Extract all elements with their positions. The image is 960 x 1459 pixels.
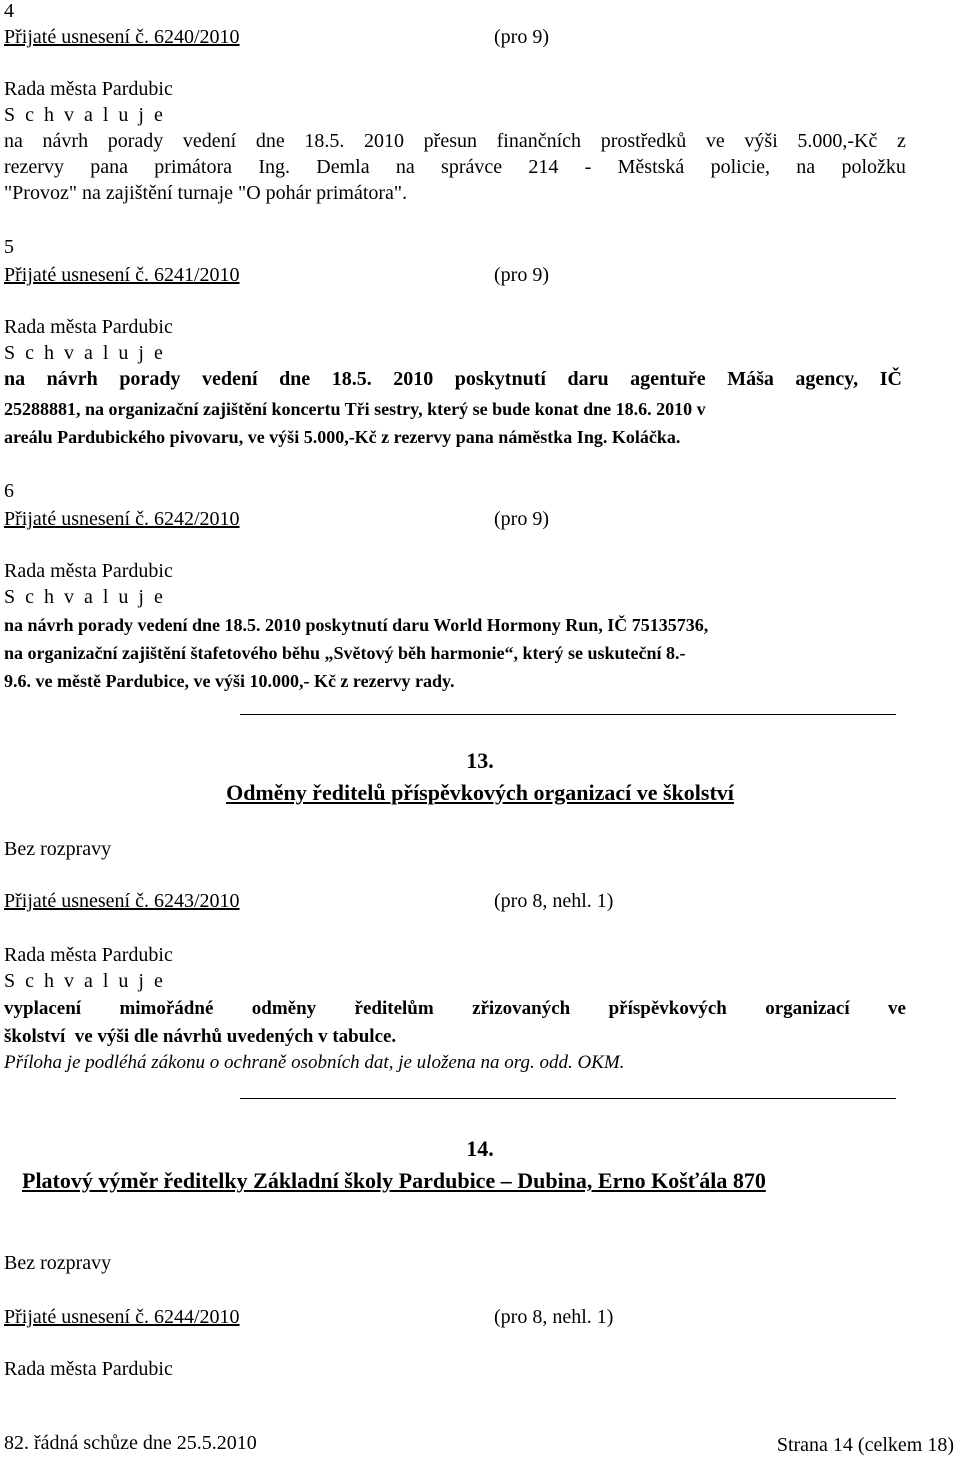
council-name: Rada města Pardubic bbox=[4, 944, 173, 966]
footer-page-number: Strana 14 (celkem 18) bbox=[776, 1434, 954, 1456]
item-number: 5 bbox=[4, 236, 14, 258]
vote-result: (pro 8, nehl. 1) bbox=[494, 890, 614, 912]
resolution-text-line: 25288881, na organizační zajištění koncertu Tři sestry, který se bude konat dne 18.6. 2010 v bbox=[4, 399, 706, 419]
resolution-text-line: na organizační zajištění štafetového běhu „Světový běh harmonie“, který se uskuteční 8.- bbox=[4, 643, 686, 663]
council-name: Rada města Pardubic bbox=[4, 560, 173, 582]
resolution-text-line: na návrh porady vedení dne 18.5. 2010 přesun finančních prostředků ve výši 5.000,-Kč z bbox=[4, 130, 906, 152]
section-title: Odměny ředitelů příspěvkových organizací ve školství bbox=[226, 780, 734, 805]
approves-label: S c h v a l u j e bbox=[4, 586, 166, 608]
section-divider bbox=[240, 714, 896, 715]
resolution-text-line: areálu Pardubického pivovaru, ve výši 5.000,-Kč z rezervy pana náměstka Ing. Koláčka. bbox=[4, 427, 681, 447]
section-title: Platový výměr ředitelky Základní školy Pardubice – Dubina, Erno Košťála 870 bbox=[22, 1168, 766, 1193]
section-number: 14. bbox=[466, 1136, 494, 1161]
section-number: 13. bbox=[466, 748, 494, 773]
resolution-heading: Přijaté usnesení č. 6241/2010 bbox=[4, 264, 240, 286]
council-name: Rada města Pardubic bbox=[4, 78, 173, 100]
approves-label: S c h v a l u j e bbox=[4, 104, 166, 126]
attachment-note: Příloha je podléhá zákonu o ochraně osobních dat, je uložena na org. odd. OKM. bbox=[4, 1052, 625, 1073]
resolution-heading: Přijaté usnesení č. 6243/2010 bbox=[4, 890, 240, 912]
council-name: Rada města Pardubic bbox=[4, 316, 173, 338]
vote-result: (pro 9) bbox=[494, 508, 549, 530]
resolution-heading: Přijaté usnesení č. 6244/2010 bbox=[4, 1306, 240, 1328]
resolution-text-line: na návrh porady vedení dne 18.5. 2010 poskytnutí daru agentuře Máša agency, IČ bbox=[4, 368, 902, 390]
footer-meeting: 82. řádná schůze dne 25.5.2010 bbox=[4, 1432, 257, 1454]
council-name: Rada města Pardubic bbox=[4, 1358, 173, 1380]
resolution-text-line: "Provoz" na zajištění turnaje "O pohár primátora". bbox=[4, 182, 408, 204]
vote-result: (pro 9) bbox=[494, 26, 549, 48]
approves-label: S c h v a l u j e bbox=[4, 970, 166, 992]
resolution-text-line: školství ve výši dle návrhů uvedených v tabulce. bbox=[4, 1026, 397, 1047]
resolution-text-line: rezervy pana primátora Ing. Demla na správce 214 - Městská policie, na položku bbox=[4, 156, 906, 178]
resolution-text-line: na návrh porady vedení dne 18.5. 2010 poskytnutí daru World Hormony Run, IČ 75135736, bbox=[4, 615, 709, 635]
resolution-text-line: vyplacení mimořádné odměny ředitelům zřizovaných příspěvkových organizací ve bbox=[4, 998, 906, 1019]
no-debate-label: Bez rozpravy bbox=[4, 838, 112, 860]
item-number: 4 bbox=[4, 0, 14, 22]
vote-result: (pro 9) bbox=[494, 264, 549, 286]
resolution-heading: Přijaté usnesení č. 6240/2010 bbox=[4, 26, 240, 48]
section-divider bbox=[240, 1098, 896, 1099]
resolution-heading: Přijaté usnesení č. 6242/2010 bbox=[4, 508, 240, 530]
vote-result: (pro 8, nehl. 1) bbox=[494, 1306, 614, 1328]
item-number: 6 bbox=[4, 480, 14, 502]
no-debate-label: Bez rozpravy bbox=[4, 1252, 112, 1274]
resolution-text-line: 9.6. ve městě Pardubice, ve výši 10.000,- Kč z rezervy rady. bbox=[4, 671, 455, 691]
approves-label: S c h v a l u j e bbox=[4, 342, 166, 364]
